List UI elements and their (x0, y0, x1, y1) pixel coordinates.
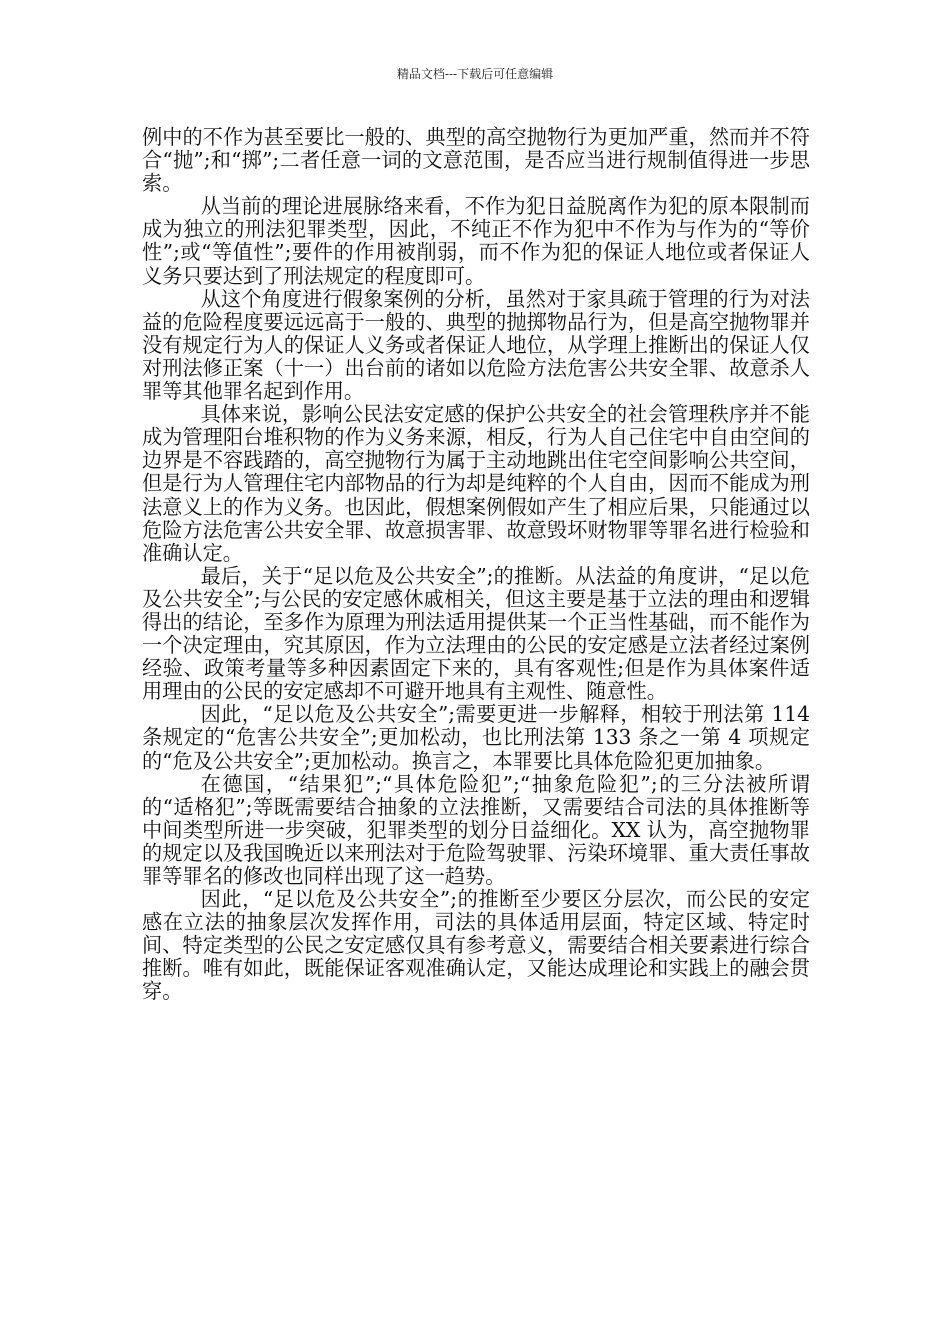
paragraph-6: 因此，“足以危及公共安全”;需要更进一步解释，相较于刑法第 114 条规定的“危害公共安全”;更加松动，也比刑法第 133 条之一第 4 项规定的“危及公共安全”;更加松动。换言之，本罪要比具体危险犯更加抽象。 (142, 702, 810, 773)
paragraph-2: 从当前的理论进展脉络来看，不作为犯日益脱离作为犯的原本限制而成为独立的刑法犯罪类型，因此，不纯正不作为犯中不作为与作为的“等价性”;或“等值性”;要件的作用被削弱，而不作为犯的保证人地位或者保证人义务只要达到了刑法规定的程度即可。 (142, 194, 810, 288)
page-header: 精品文档---下载后可任意编辑 (396, 67, 554, 81)
paragraph-8: 因此，“足以危及公共安全”;的推断至少要区分层次，而公民的安定感在立法的抽象层次发挥作用，司法的具体适用层面，特定区域、特定时间、特定类型的公民之安定感仅具有参考意义，需要结合相关要素进行综合推断。唯有如此，既能保证客观准确认定，又能达成理论和实践上的融会贯穿。 (142, 887, 810, 1004)
paragraph-3: 从这个角度进行假象案例的分析，虽然对于家具疏于管理的行为对法益的危险程度要远远高于一般的、典型的抛掷物品行为，但是高空抛物罪并没有规定行为人的保证人义务或者保证人地位，从学理上推断出的保证人仅对刑法修正案（十一）出台前的诸如以危险方法危害公共安全罪、故意杀人罪等其他罪名起到作用。 (142, 286, 810, 404)
paragraph-4: 具体来说，影响公民法安定感的保护公共安全的社会管理秩序并不能成为管理阳台堆积物的作为义务来源，相反，行为人自己住宅中自由空间的边界是不容践踏的，高空抛物行为属于主动地跳出住宅空间影响公共空间，但是行为人管理住宅内部物品的行为却是纯粹的个人自由，因而不能成为刑法意义上的作为义务。也因此，假想案例假如产生了相应后果，只能通过以危险方法危害公共安全罪、故意损害罪、故意毁坏财物罪等罪名进行检验和准确认定。 (142, 402, 810, 565)
document-body (142, 126, 810, 1004)
paragraph-5: 最后，关于“足以危及公共安全”;的推断。从法益的角度讲，“足以危及公共安全”;与公民的安定感休戚相关，但这主要是基于立法的理由和逻辑得出的结论，至多作为原理为刑法适用提供某一个正当性基础，而不能作为一个决定理由，究其原因，作为立法理由的公民的安定感是立法者经过案例经验、政策考量等多种因素固定下来的，具有客观性;但是作为具体案件适用理由的公民的安定感却不可避开地具有主观性、随意性。 (142, 563, 810, 704)
paragraph-1: 例中的不作为甚至要比一般的、典型的高空抛物行为更加严重，然而并不符合“抛”;和“掷”;二者任意一词的文意范围，是否应当进行规制值得进一步思索。 (142, 125, 810, 196)
paragraph-7: 在德国，“结果犯”;“具体危险犯”;“抽象危险犯”;的三分法被所谓的“适格犯”;等既需要结合抽象的立法推断，又需要结合司法的具体推断等中间类型所进一步突破，犯罪类型的划分日益细化。XX 认为，高空抛物罪的规定以及我国晚近以来刑法对于危险驾驶罪、污染环境罪、重大责任事故罪等罪名的修改也同样出现了这一趋势。 (142, 771, 810, 888)
